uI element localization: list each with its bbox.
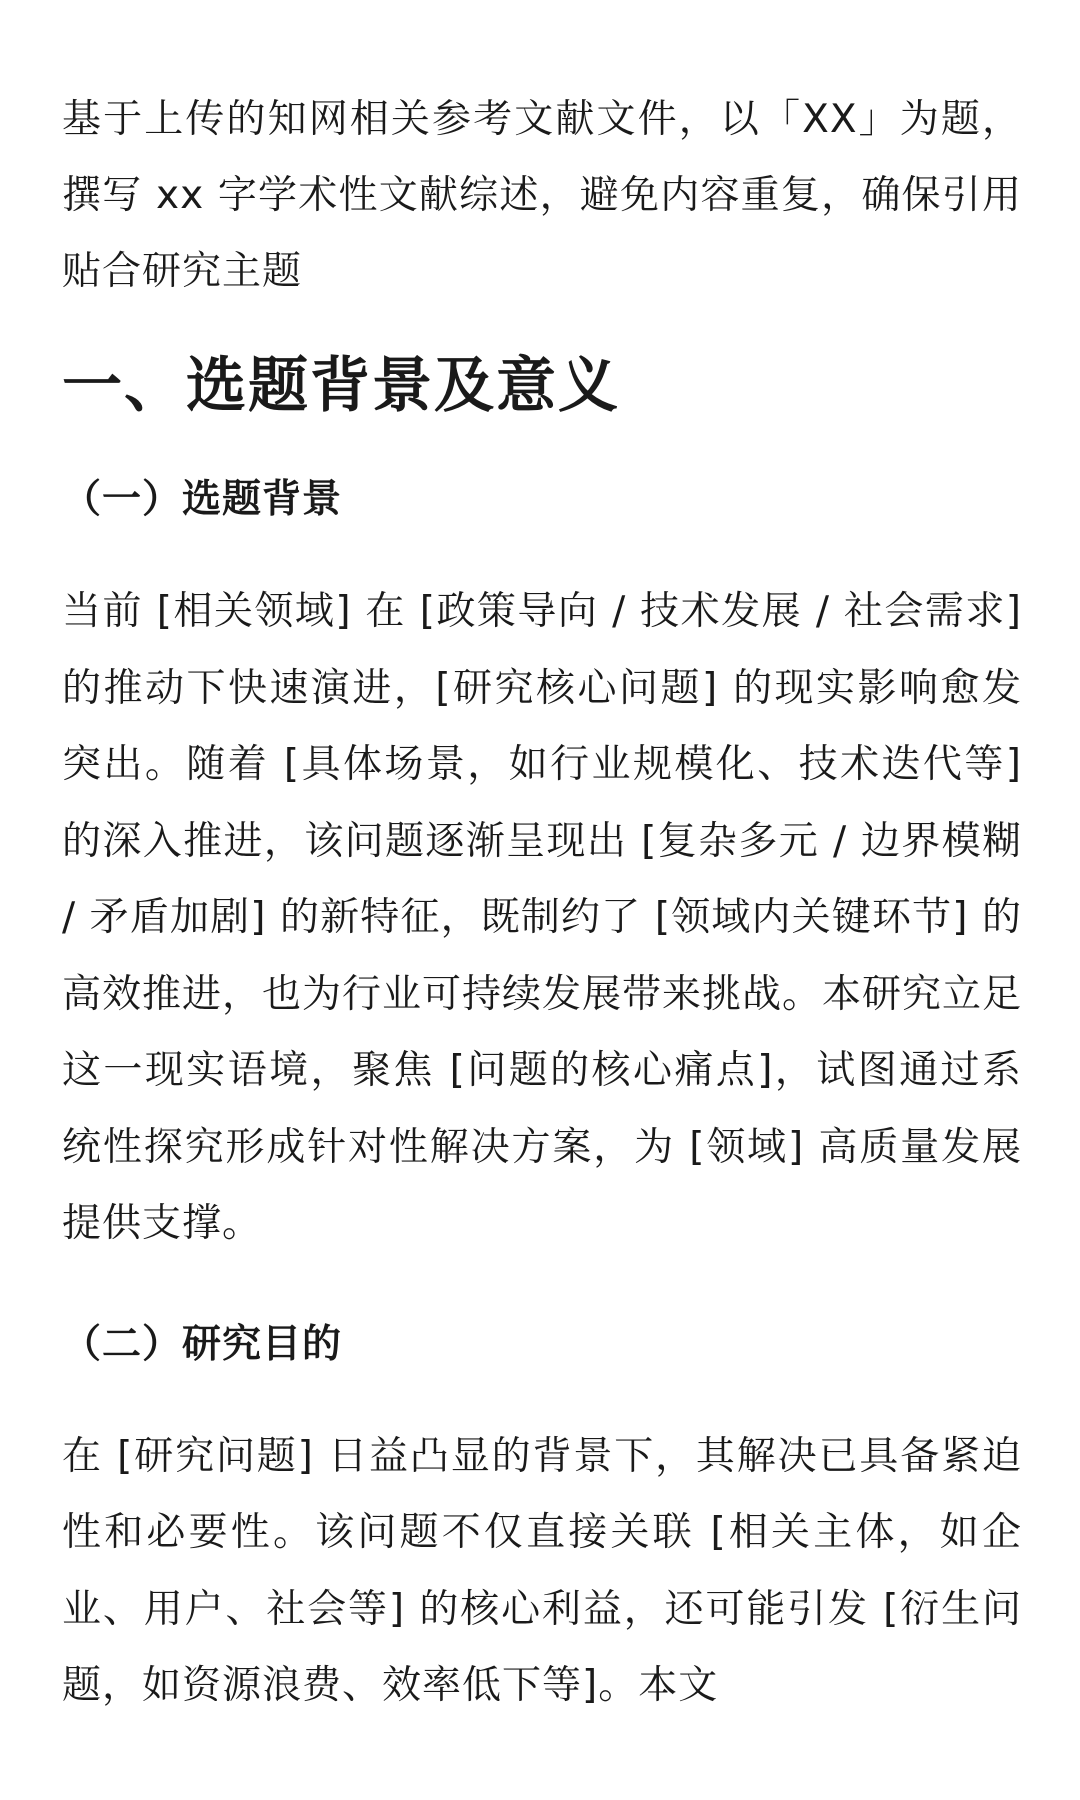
section-heading: 一、选题背景及意义: [62, 351, 620, 421]
subsection-heading-purpose: （二）研究目的: [62, 1321, 343, 1367]
background-paragraph: 当前 [相关领域] 在 [政策导向 / 技术发展 / 社会需求] 的推动下快速演进，[研究核心问题] 的现实影响愈发突出。随着 [具体场景，如行业规模化、技术迭代等] 的深入推进，该问题逐渐呈现出 [复杂多元 / 边界模糊 / 矛盾加剧] 的新特征，既制约了 [领域内关键环节] 的高效推进，也为行业可持续发展带来挑战。本研究立足这一现实语境，聚焦 [问题的核心痛点]，试图通过系统性探究形成针对性解决方案，为 [领域] 高质量发展提供支撑。: [62, 589, 1023, 1246]
purpose-paragraph: 在 [研究问题] 日益凸显的背景下，其解决已具备紧迫性和必要性。该问题不仅直接关联 [相关主体，如企业、用户、社会等] 的核心利益，还可能引发 [衍生问题，如资源浪费、效率低下等]。本文: [62, 1433, 1022, 1708]
subsection-heading-background: （一）选题背景: [62, 477, 343, 522]
prompt-intro-text: 基于上传的知网相关参考文献文件，以「XX」为题，撰写 xx 字学术性文献综述，避免内容重复，确保引用贴合研究主题: [62, 97, 1022, 294]
